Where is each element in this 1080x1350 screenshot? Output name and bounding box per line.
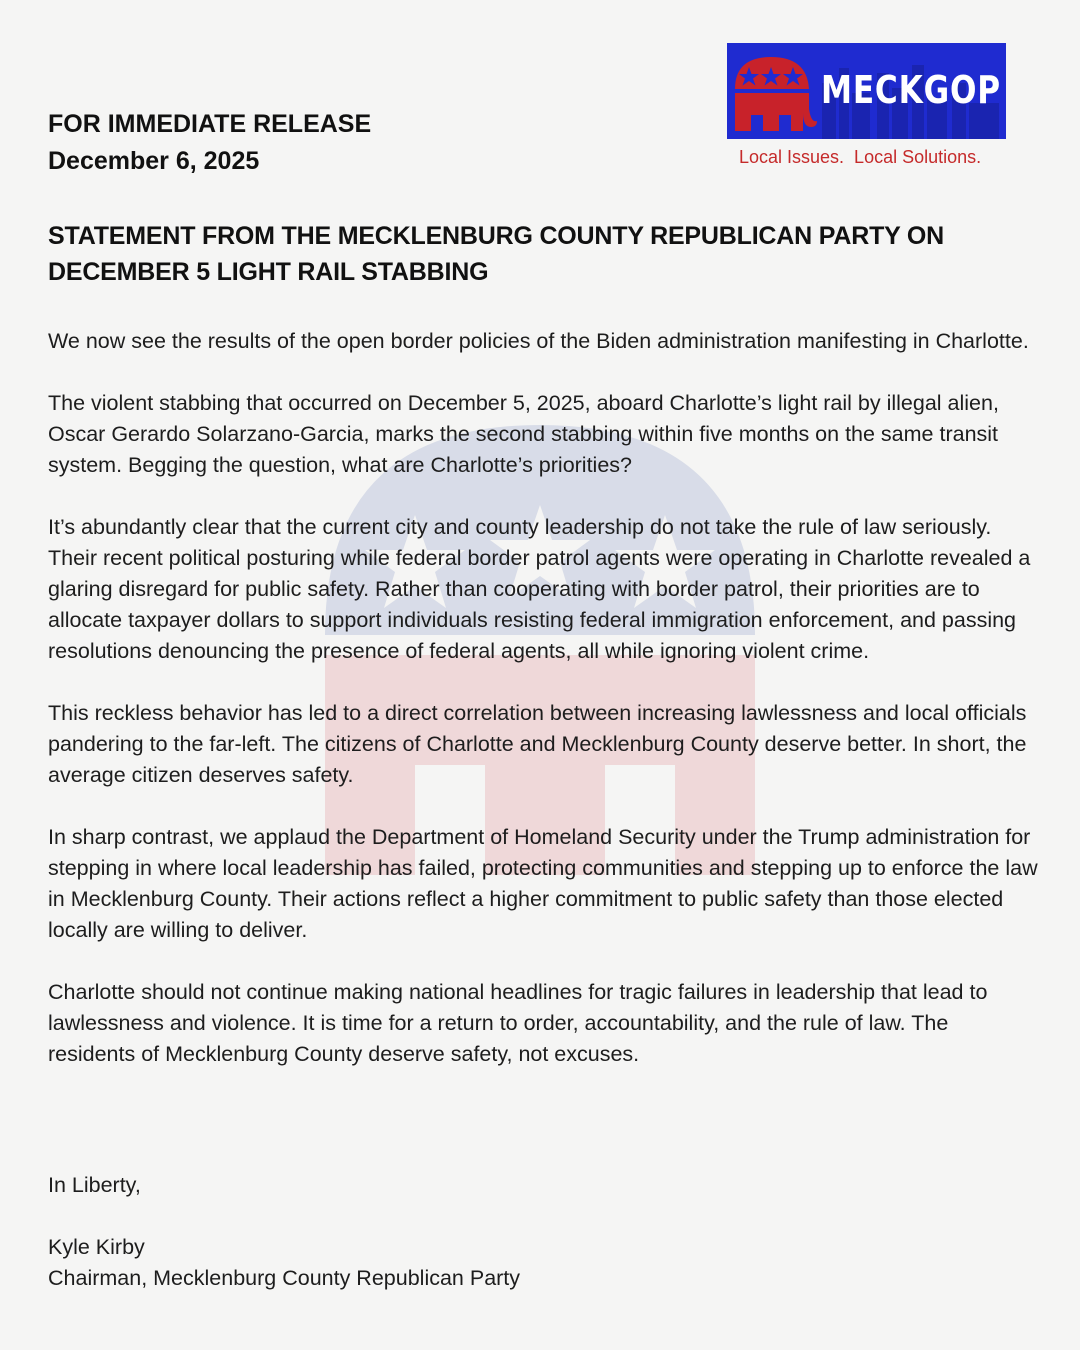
statement-body — [48, 326, 1038, 1101]
signer-name: Kyle Kirby — [48, 1235, 145, 1259]
release-header — [48, 106, 371, 180]
paragraph: It’s abundantly clear that the current city and county leadership do not take the rule of law seriously. Their recent political posturing while federal border patrol agents were operating in Charlotte revealed a glaring disregard for public safety. Rather than cooperating with border patrol, their priorities are to allocate taxpayer dollars to support individuals resisting federal immigration enforcement, and passing resolutions denouncing the presence of federal agents, all while ignoring violent crime. — [48, 515, 1031, 663]
page-title — [48, 218, 1038, 290]
spacer — [48, 1201, 520, 1232]
paragraph: This reckless behavior has led to a direct correlation between increasing lawlessness and local officials pandering to the far-left. The citizens of Charlotte and Mecklenburg County deserve better. In short, the average citizen deserves safety. — [48, 701, 1027, 787]
headline-line-1: STATEMENT FROM THE MECKLENBURG COUNTY REPUBLICAN PARTY ON — [48, 222, 945, 250]
closing: In Liberty, — [48, 1173, 141, 1197]
signature-block — [48, 1170, 520, 1294]
release-label: FOR IMMEDIATE RELEASE — [48, 110, 372, 138]
paragraph: The violent stabbing that occurred on December 5, 2025, aboard Charlotte’s light rail by illegal alien, Oscar Gerardo Solarzano-Garcia, marks the second stabbing within five months on the same transit system. Begging the question, what are Charlotte’s priorities? — [48, 391, 999, 477]
paragraph: We now see the results of the open border policies of the Biden administration manifesting in Charlotte. — [48, 329, 1029, 353]
meckgop-logo — [727, 43, 1006, 167]
logo-brand-text: MECKGOP — [821, 68, 1001, 112]
paragraph: In sharp contrast, we applaud the Department of Homeland Security under the Trump administration for stepping in where local leadership has failed, protecting communities and stepping up to enforce the law in Mecklenburg County. Their actions reflect a higher commitment to public safety than those elected locally are willing to deliver. — [48, 825, 1038, 942]
headline-line-2: DECEMBER 5 LIGHT RAIL STABBING — [48, 258, 489, 286]
logo-banner — [727, 43, 1006, 139]
release-date: December 6, 2025 — [48, 147, 260, 175]
signer-title: Chairman, Mecklenburg County Republican Party — [48, 1266, 521, 1290]
logo-tagline: Local Issues. Local Solutions. — [739, 147, 982, 167]
paragraph: Charlotte should not continue making national headlines for tragic failures in leadership that lead to lawlessness and violence. It is time for a return to order, accountability, and the rule of law. The residents of Mecklenburg County deserve safety, not excuses. — [48, 980, 988, 1066]
gop-elephant-icon — [733, 53, 817, 133]
